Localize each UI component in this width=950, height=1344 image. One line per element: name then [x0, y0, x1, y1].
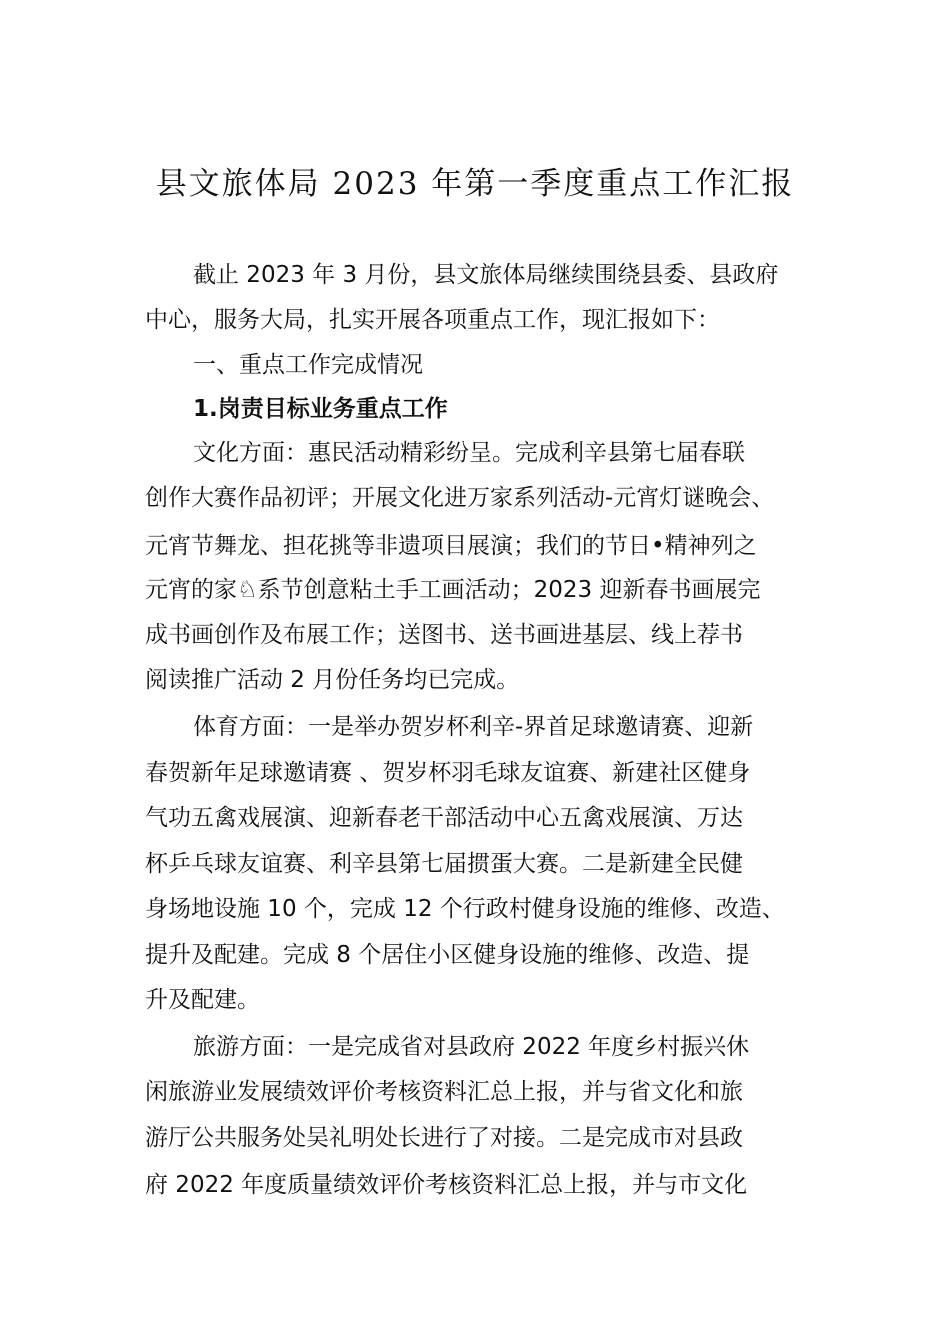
- sports-paragraph-line-2: 春贺新年足球邀请赛 、贺岁杯羽毛球友谊赛、新建社区健身: [145, 760, 751, 786]
- sports-paragraph-line-4: 杯乒乓球友谊赛、利辛县第七届掼蛋大赛。二是新建全民健: [145, 851, 743, 877]
- sports-paragraph-line-1: 体育方面：一是举办贺岁杯利辛-界首足球邀请赛、迎新: [193, 714, 754, 740]
- culture-paragraph-line-5: 成书画创作及布展工作；送图书、送书画进基层、线上荐书: [145, 622, 743, 648]
- tourism-paragraph-line-1: 旅游方面：一是完成省对县政府 2022 年度乡村振兴休: [193, 1034, 750, 1060]
- sports-paragraph-line-6: 提升及配建。完成 8 个居住小区健身设施的维修、改造、提: [145, 942, 750, 968]
- culture-paragraph-line-4: 元宵的家♘系节创意粘土手工画活动；2023 迎新春书画展完: [145, 577, 761, 603]
- paragraph-intro-line-1: 截止 2023 年 3 月份，县文旅体局继续围绕县委、县政府: [193, 262, 779, 288]
- culture-paragraph-line-3: 元宵节舞龙、担花挑等非遗项目展演；我们的节日•精神列之: [145, 533, 757, 559]
- section-heading: 一、重点工作完成情况: [193, 352, 423, 378]
- culture-paragraph-line-1: 文化方面：惠民活动精彩纷呈。完成利辛县第七届春联: [193, 440, 745, 466]
- tourism-paragraph-line-4: 府 2022 年度质量绩效评价考核资料汇总上报，并与市文化: [145, 1172, 748, 1198]
- culture-paragraph-line-2: 创作大赛作品初评；开展文化进万家系列活动-元宵灯谜晚会、: [145, 485, 775, 511]
- sports-paragraph-line-7: 升及配建。: [145, 987, 260, 1013]
- sports-paragraph-line-5: 身场地设施 10 个，完成 12 个行政村健身设施的维修、改造、: [145, 896, 785, 922]
- sports-paragraph-line-3: 气功五禽戏展演、迎新春老干部活动中心五禽戏展演、万达: [145, 805, 743, 831]
- culture-paragraph-line-6: 阅读推广活动 2 月份任务均已完成。: [145, 667, 520, 693]
- paragraph-intro-line-2: 中心，服务大局，扎实开展各项重点工作，现汇报如下：: [145, 307, 720, 333]
- subsection-heading: 1.岗责目标业务重点工作: [193, 396, 448, 422]
- tourism-paragraph-line-3: 游厅公共服务处吴礼明处长进行了对接。二是完成市对县政: [145, 1125, 743, 1151]
- tourism-paragraph-line-2: 闲旅游业发展绩效评价考核资料汇总上报，并与省文化和旅: [145, 1079, 743, 1105]
- document-title: 县文旅体局 2023 年第一季度重点工作汇报: [155, 166, 795, 202]
